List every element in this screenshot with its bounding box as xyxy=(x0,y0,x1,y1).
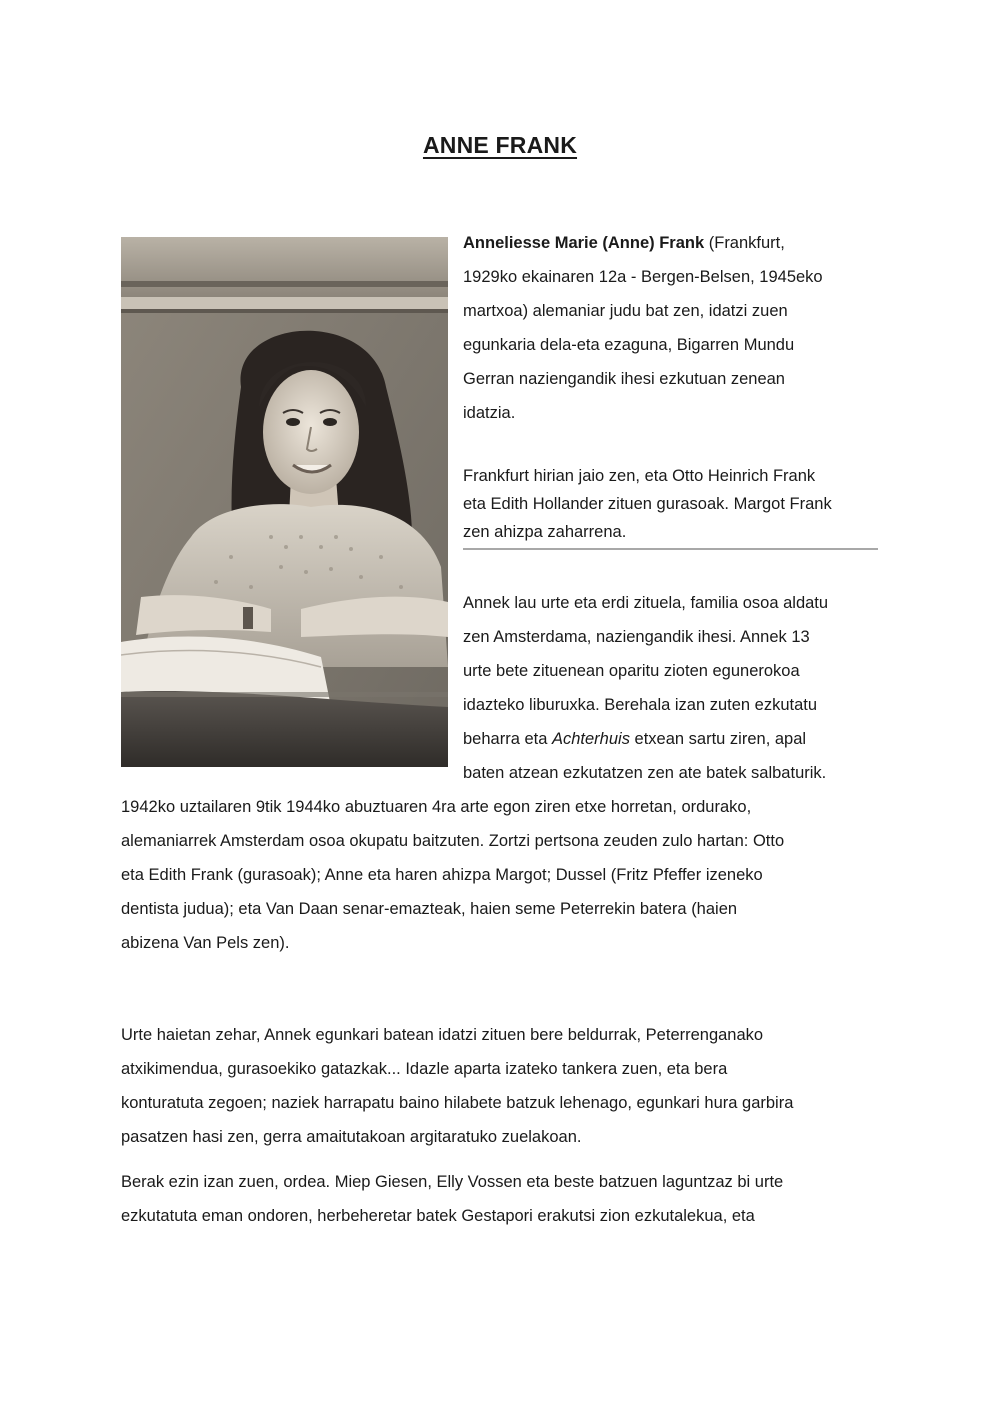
line: alemaniarrek Amsterdam osoa okupatu baitzuten. Zortzi pertsona zeuden zulo hartan: Otto xyxy=(121,832,785,850)
intro-paragraph xyxy=(463,226,873,430)
line: (Frankfurt, xyxy=(704,234,785,252)
line: Berak ezin izan zuen, ordea. Miep Giesen, Elly Vossen eta beste batzuen laguntzaz bi urte xyxy=(121,1173,784,1191)
line: ezkutatuta eman ondoren, herbeheretar batek Gestapori erakutsi zion ezkutalekua, eta xyxy=(121,1207,755,1225)
hiding-paragraph-continued xyxy=(121,790,881,960)
line: martxoa) alemaniar judu bat zen, idatzi zuen xyxy=(463,302,788,320)
achterhuis-italic: Achterhuis xyxy=(551,730,630,748)
line: zen ahizpa zaharrena. xyxy=(463,523,627,541)
line: etxean sartu ziren, apal xyxy=(629,730,807,748)
page-title: ANNE FRANK xyxy=(422,132,578,158)
line: Urte haietan zehar, Annek egunkari batean idatzi zituen bere beldurrak, Peterrenganako xyxy=(121,1026,764,1044)
family-paragraph xyxy=(463,462,883,546)
line: eta Edith Hollander zituen gurasoak. Margot Frank xyxy=(463,495,832,513)
line: Frankfurt hirian jaio zen, eta Otto Heinrich Frank xyxy=(463,467,816,485)
line: abizena Van Pels zen). xyxy=(121,934,290,952)
line: 1942ko uztailaren 9tik 1944ko abuztuaren 4ra arte egon ziren etxe horretan, ordurako, xyxy=(121,798,752,816)
line: urte bete zituenean oparitu zioten egunerokoa xyxy=(463,662,800,680)
line: konturatuta zegoen; naziek harrapatu baino hilabete batzuk lehenago, egunkari hura garbira xyxy=(121,1094,794,1112)
line: baten atzean ezkutatzen zen ate batek salbaturik. xyxy=(463,764,827,782)
line: Annek lau urte eta erdi zituela, familia osoa aldatu xyxy=(463,594,829,612)
anne-frank-photo xyxy=(121,237,448,767)
line: egunkaria dela-eta ezaguna, Bigarren Mundu xyxy=(463,336,795,354)
line: atxikimendua, gurasoekiko gatazkak... Idazle aparta izateko tankera zuen, eta bera xyxy=(121,1060,728,1078)
line: pasatzen hasi zen, gerra amaitutakoan argitaratuko zuelakoan. xyxy=(121,1128,582,1146)
line: idazteko liburuxka. Berehala izan zuten ezkutatu xyxy=(463,696,818,714)
betrayal-paragraph xyxy=(121,1165,881,1233)
diary-paragraph xyxy=(121,1018,881,1154)
portrait-illustration xyxy=(121,237,448,767)
line: zen Amsterdama, naziengandik ihesi. Annek 13 xyxy=(463,628,810,646)
line: beharra eta xyxy=(463,730,552,748)
name-bold: Anneliesse Marie (Anne) Frank xyxy=(463,234,705,252)
line: 1929ko ekainaren 12a - Bergen-Belsen, 1945eko xyxy=(463,268,823,286)
divider xyxy=(463,548,878,550)
line: Gerran naziengandik ihesi ezkutuan zenean xyxy=(463,370,785,388)
line: eta Edith Frank (gurasoak); Anne eta haren ahizpa Margot; Dussel (Fritz Pfeffer izeneko xyxy=(121,866,763,884)
line: idatzia. xyxy=(463,404,516,422)
hiding-paragraph xyxy=(463,586,883,790)
line: dentista judua); eta Van Daan senar-emazteak, haien seme Peterrekin batera (haien xyxy=(121,900,738,918)
